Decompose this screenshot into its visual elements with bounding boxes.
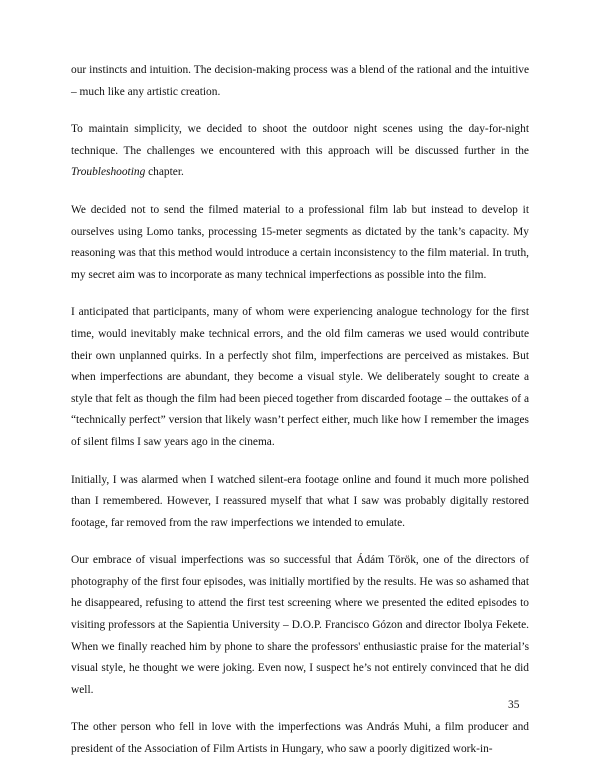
paragraph-andras-muhi: The other person who fell in love with the imperfections was András Muhi, a film producer and president of the Association of Film Artists in Hungary, who saw a poorly digitized work-in-: [71, 721, 529, 756]
paragraph-film-development: We decided not to send the filmed material to a professional film lab but instead to develop it ourselves using Lomo tanks, processing 15-meter segments as dictated by the tank’s capacity. My reasoning was that this method would introduce a certain inconsistency to the film material. In truth, my secret aim was to incorporate as many technical imperfections as possible into the film.: [71, 203, 529, 281]
paragraph-continuation: our instincts and intuition. The decision-making process was a blend of the rational and the intuitive – much like any artistic creation.: [71, 64, 529, 98]
paragraph-test-screening: Our embrace of visual imperfections was so successful that Ádám Török, one of the directors of photography of the first four episodes, was initially mortified by the results. He was so ashamed that he disappeared, refusing to attend the first test screening where we presented the edited episodes to visiting professors at the Sapientia University – D.O.P. Francisco Gózon and director Ibolya Fekete. When we finally reached him by phone to share the professors' enthusiastic praise for the material’s visual style, he thought we were joking. Even now, I suspect he’s not entirely convinced that he did well.: [71, 554, 529, 696]
paragraph-silent-era-footage: Initially, I was alarmed when I watched silent-era footage online and found it much more polished than I remembered. However, I reassured myself that what I saw was probably digitally restored footage, far removed from the raw imperfections we intended to emulate.: [71, 473, 529, 529]
paragraph-imperfections-style: I anticipated that participants, many of whom were experiencing analogue technology for the first time, would inevitably make technical errors, and the old film cameras we used would contribute their own unplanned quirks. In a perfectly shot film, imperfections are perceived as mistakes. But when imperfections are abundant, they become a visual style. We deliberately sought to create a style that felt as though the film had been pieced together from discarded footage – the outtakes of a “technically perfect” version that likely wasn’t perfect either, much like how I remember the images of silent films I saw years ago in the cinema.: [71, 306, 529, 448]
body-text: [71, 60, 529, 777]
paragraph-text: chapter.: [145, 166, 184, 179]
paragraph-day-for-night: [71, 119, 529, 184]
chapter-reference: Troubleshooting: [71, 166, 146, 179]
paragraph-text: To maintain simplicity, we decided to shoot the outdoor night scenes using the day-for-night technique. The challenges we encountered with this approach will be discussed further in the: [71, 123, 529, 157]
page-number: 35: [508, 699, 520, 711]
